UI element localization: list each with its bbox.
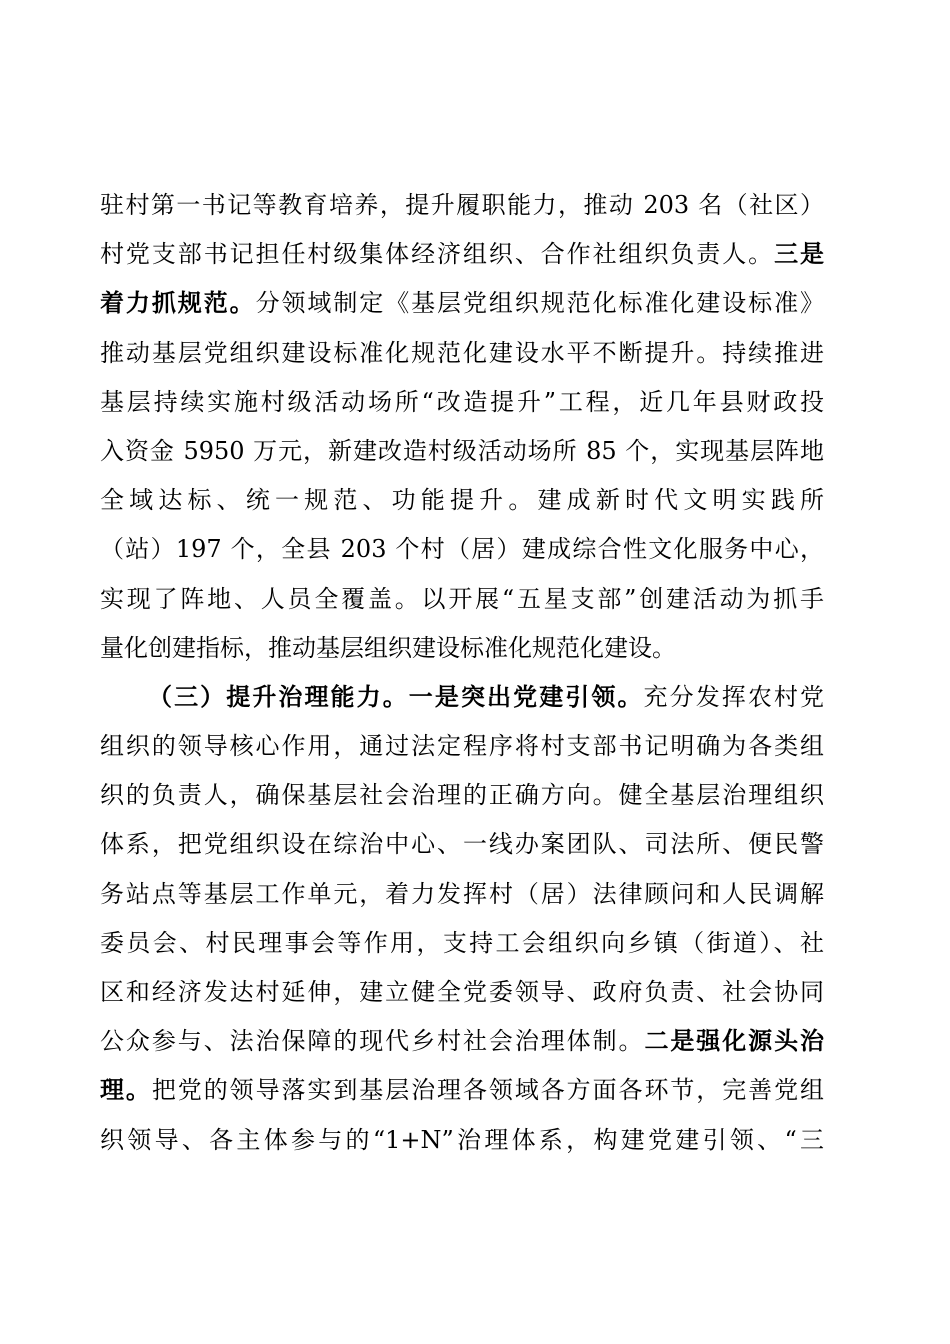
text-line bbox=[100, 525, 824, 574]
text-line bbox=[100, 870, 824, 919]
bold-heading-text: （三）提升治理能力。一是突出党建引领。 bbox=[148, 682, 644, 711]
body-text-run: 委员会、村民理事会等作用，支持工会组织向乡镇（街道）、社 bbox=[100, 928, 824, 957]
bold-heading-text: 二是强化源头治 bbox=[644, 1027, 824, 1056]
body-text-run: 公众参与、法治保障的现代乡村社会治理体制。 bbox=[100, 1027, 645, 1056]
body-text-run: 分领域制定《基层党组织规范化标准化建设标准》 bbox=[255, 289, 824, 318]
body-text-run: 把党的领导落实到基层治理各领域各方面各环节，完善党组 bbox=[151, 1076, 824, 1105]
body-text-run: 务站点等基层工作单元，着力发挥村（居）法律顾问和人民调解 bbox=[100, 879, 824, 908]
body-text-run: 量化创建指标，推动基层组织建设标准化规范化建设。 bbox=[100, 633, 676, 662]
body-text-run: 实现了阵地、人员全覆盖。以开展“五星支部”创建活动为抓手 bbox=[100, 584, 824, 613]
bold-heading-text: 着力抓规范。 bbox=[100, 289, 256, 318]
body-text-run: （站）197 个，全县 203 个村（居）建成综合性文化服务中心， bbox=[100, 535, 824, 564]
text-line bbox=[100, 1066, 824, 1115]
text-line bbox=[100, 181, 824, 230]
text-line bbox=[100, 279, 824, 328]
body-text-run: 入资金 5950 万元，新建改造村级活动场所 85 个，实现基层阵地 bbox=[100, 436, 824, 465]
text-line bbox=[100, 1017, 824, 1066]
body-text-run: 织的负责人，确保基层社会治理的正确方向。健全基层治理组织 bbox=[100, 781, 824, 810]
text-line bbox=[100, 427, 824, 476]
body-text-run: 基层持续实施村级活动场所“改造提升”工程，近几年县财政投 bbox=[100, 387, 824, 416]
bold-heading-text: 理。 bbox=[100, 1076, 152, 1105]
text-line bbox=[100, 575, 824, 624]
text-line bbox=[100, 230, 824, 279]
text-line bbox=[100, 820, 824, 869]
text-line bbox=[100, 378, 824, 427]
text-line bbox=[100, 771, 824, 820]
text-line bbox=[100, 476, 824, 525]
text-line bbox=[100, 722, 824, 771]
body-text-run: 区和经济发达村延伸，建立健全党委领导、政府负责、社会协同 bbox=[100, 978, 824, 1006]
text-line bbox=[100, 968, 824, 1017]
body-text-run: 推动基层党组织建设标准化规范化建设水平不断提升。持续推进 bbox=[100, 338, 824, 367]
body-text-run: 全域达标、统一规范、功能提升。建成新时代文明实践所 bbox=[100, 486, 824, 515]
text-line bbox=[100, 673, 824, 722]
text-line bbox=[100, 624, 824, 673]
body-text bbox=[100, 181, 824, 1165]
body-text-run: 体系，把党组织设在综治中心、一线办案团队、司法所、便民警 bbox=[100, 830, 824, 859]
body-text-run: 驻村第一书记等教育培养，提升履职能力，推动 203 名（社区） bbox=[100, 191, 824, 219]
text-line bbox=[100, 1116, 824, 1165]
body-text-run: 组织的领导核心作用，通过法定程序将村支部书记明确为各类组 bbox=[100, 732, 824, 761]
bold-heading-text: 三是 bbox=[774, 240, 824, 269]
text-line bbox=[100, 329, 824, 378]
text-line bbox=[100, 919, 824, 968]
body-text-run: 村党支部书记担任村级集体经济组织、合作社组织负责人。 bbox=[100, 240, 775, 269]
body-text-run: 织领导、各主体参与的“1+N”治理体系，构建党建引领、“三 bbox=[100, 1125, 824, 1154]
body-text-run: 充分发挥农村党 bbox=[643, 682, 824, 711]
